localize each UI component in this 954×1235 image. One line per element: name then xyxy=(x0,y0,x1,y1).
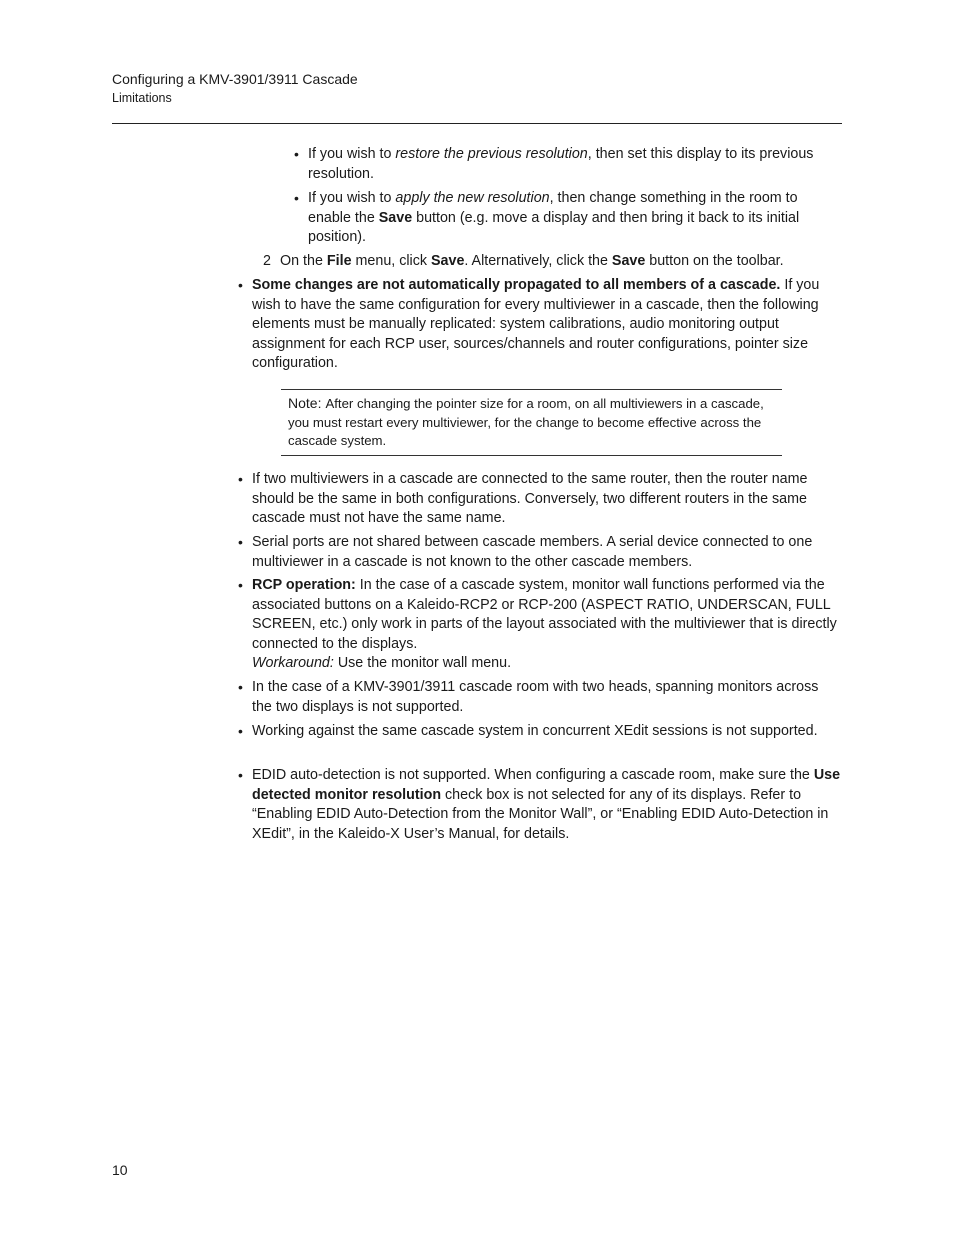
list-item-propagation: Some changes are not automatically propagated to all members of a cascade. If you wish to have the same configuration for every multiviewer in a cascade, then the following elements must be manually replicated: system calibrations, audio monitoring output assignment for each RCP user, sources/channels and router configurations, pointer size configuration. xyxy=(252,277,820,372)
bullet-marker: • xyxy=(238,277,243,293)
bullet-marker: • xyxy=(294,190,299,206)
note-text: After changing the pointer size for a room, on all multiviewers in a cascade, you must restart every multiviewer, for the change to become effective across the cascade system. xyxy=(288,396,764,448)
bullet-marker: • xyxy=(238,471,243,487)
bullet-marker: • xyxy=(238,723,243,739)
bullet-marker: • xyxy=(238,577,243,593)
list-item-xedit: Working against the same cascade system in concurrent XEdit sessions is not supported. xyxy=(252,723,818,739)
list-item-heads: In the case of a KMV-3901/3911 cascade room with two heads, spanning monitors across the two displays is not supported. xyxy=(252,679,819,715)
numbered-step: On the File menu, click Save. Alternatively, click the Save button on the toolbar. xyxy=(280,253,784,269)
bullet-marker: • xyxy=(238,679,243,695)
sub-list-item: If you wish to apply the new resolution, then change something in the room to enable the Save button (e.g. move a display and then bring it back to its initial position). xyxy=(308,190,800,246)
note-label: Note: xyxy=(288,395,322,411)
running-header xyxy=(112,70,842,107)
step-number: 2 xyxy=(263,253,271,269)
sub-list-item: If you wish to restore the previous resolution, then set this display to its previous resolution. xyxy=(308,146,814,182)
note-box xyxy=(281,389,782,456)
bullet-marker: • xyxy=(294,146,299,162)
page-number: 10 xyxy=(112,1162,128,1178)
list-item-rcp: RCP operation: In the case of a cascade system, monitor wall functions performed via the associated buttons on a Kaleido-RCP2 or RCP-200 (ASPECT RATIO, UNDERSCAN, FULL SCREEN, etc.) only work in parts of the layout associated with the multiviewer that is directly connected to the displays. Workaround: Use the monitor wall menu. xyxy=(252,577,837,672)
chapter-title: Configuring a KMV-3901/3911 Cascade xyxy=(112,71,358,87)
list-item-serial: Serial ports are not shared between cascade members. A serial device connected to one multiviewer in a cascade is not known to the other cascade members. xyxy=(252,534,813,570)
bullet-marker: • xyxy=(238,767,243,783)
list-item-router: If two multiviewers in a cascade are connected to the same router, then the router name should be the same in both configurations. Conversely, two different routers in the same cascade must not have the same name. xyxy=(252,471,808,527)
bullet-marker: • xyxy=(238,534,243,550)
section-title: Limitations xyxy=(112,91,172,105)
note-content xyxy=(288,394,773,451)
list-item-edid: EDID auto-detection is not supported. When configuring a cascade room, make sure the Use detected monitor resolution check box is not selected for any of its displays. Refer to “Enabling EDID Auto-Detection from the Monitor Wall”, or “Enabling EDID Auto-Detection in XEdit”, in the Kaleido-X User’s Manual, for details. xyxy=(252,767,841,842)
header-rule xyxy=(112,123,842,124)
